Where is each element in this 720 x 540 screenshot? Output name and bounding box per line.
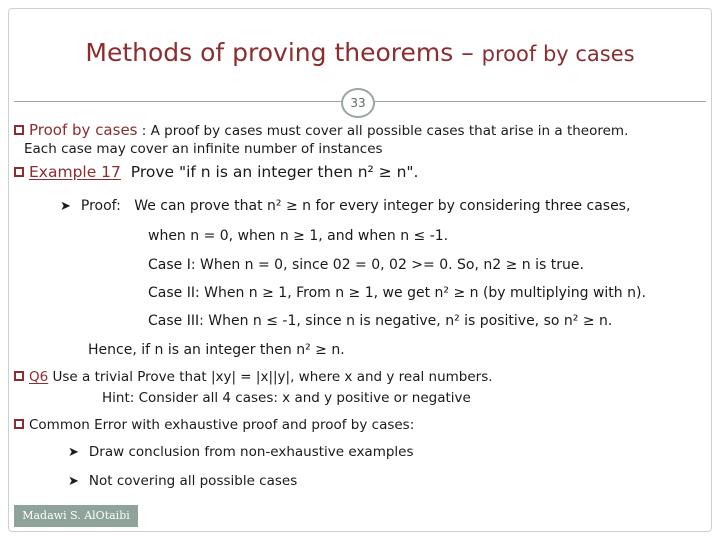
case-3 (148, 313, 612, 329)
case-2-label: Case II: (148, 285, 200, 301)
proof-cases-line: when n = 0, when n ≥ 1, and when n ≤ -1. (148, 228, 449, 244)
proof-by-cases-text: : A proof by cases must cover all possible cases that arise in a theorem. (137, 123, 629, 139)
checkbox-bullet-icon (14, 167, 24, 177)
proof-text: We can prove that n² ≥ n for every integer by considering three cases, (134, 198, 631, 214)
proof-conclusion: Hence, if n is an integer then n² ≥ n. (88, 342, 345, 358)
title-main: Methods of proving theorems – (85, 38, 482, 67)
q6-hint: Hint: Consider all 4 cases: x and y positive or negative (102, 390, 471, 406)
common-error-sub-2-text: Not covering all possible cases (88, 473, 298, 489)
case-2-text: When n ≥ 1, From n ≥ 1, we get n² ≥ n (by multiplying with n). (199, 285, 646, 301)
item-proof (60, 198, 630, 214)
case-1-text: When n = 0, since 02 = 0, 02 >= 0. So, n2 ≥ n is true. (195, 257, 584, 273)
common-error-text: Common Error with exhaustive proof and proof by cases: (29, 417, 415, 433)
item-example (14, 163, 418, 181)
item-q6 (14, 369, 493, 385)
example-label: Example 17 (29, 163, 121, 181)
title-sub: proof by cases (481, 42, 635, 66)
checkbox-bullet-icon (14, 125, 24, 135)
slide-title (0, 38, 720, 67)
case-3-text: When n ≤ -1, since n is negative, n² is positive, so n² ≥ n. (203, 313, 613, 329)
proof-by-cases-label: Proof by cases (29, 121, 138, 139)
case-1 (148, 257, 584, 273)
item-proof-by-cases (14, 121, 628, 139)
item-common-error (14, 417, 414, 433)
arrow-bullet-icon: ➤ (68, 445, 79, 460)
checkbox-bullet-icon (14, 419, 24, 429)
footer-author: Madawi S. AlOtaibi (14, 505, 138, 527)
q6-label: Q6 (29, 369, 49, 385)
checkbox-bullet-icon (14, 371, 24, 381)
common-error-sub-2 (68, 473, 297, 489)
common-error-sub-1 (68, 444, 414, 460)
case-3-label: Case III: (148, 313, 204, 329)
proof-label: Proof: (80, 198, 121, 214)
proof-by-cases-line2: Each case may cover an infinite number of instances (24, 141, 383, 157)
example-text: Prove "if n is an integer then n² ≥ n". (130, 163, 419, 181)
common-error-sub-1-text: Draw conclusion from non-exhaustive examples (88, 444, 414, 460)
slide-number: 33 (341, 88, 375, 118)
case-1-label: Case I: (148, 257, 196, 273)
arrow-bullet-icon: ➤ (68, 474, 79, 489)
q6-text: Use a trivial Prove that |xy| = |x||y|, where x and y real numbers. (48, 369, 493, 385)
arrow-bullet-icon: ➤ (60, 199, 71, 214)
case-2 (148, 285, 646, 301)
